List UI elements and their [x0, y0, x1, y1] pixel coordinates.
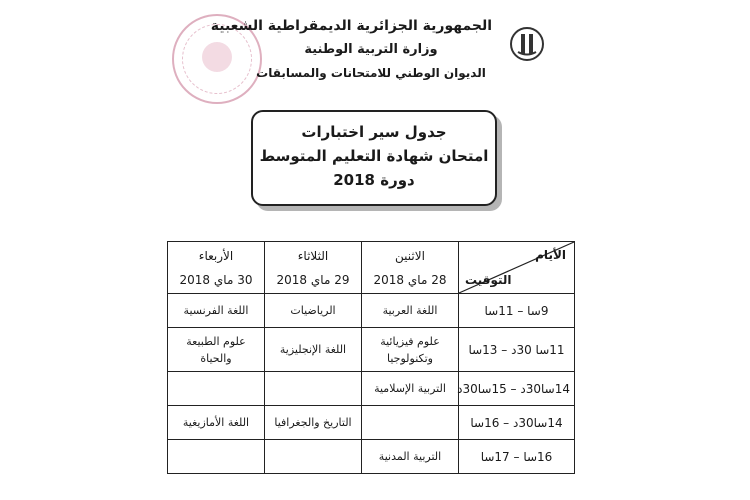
corner-time-label: التوقيت: [465, 273, 512, 287]
document-header: [210, 16, 492, 82]
corner-cell: [459, 242, 575, 294]
day-header: [362, 242, 459, 294]
title-line-3: دورة 2018: [333, 171, 415, 189]
time-slot: 14سا30د – 16سا: [459, 406, 575, 440]
table-header-row: [168, 242, 575, 294]
subject-cell: [265, 440, 362, 474]
subject-cell: علوم فيزيائية وتكنولوجيا: [362, 328, 459, 372]
subject-cell: التاريخ والجغرافيا: [265, 406, 362, 440]
ministry-heading: وزارة التربية الوطنية: [304, 42, 438, 57]
office-heading: الديوان الوطني للامتحانات والمسابقات: [256, 66, 486, 80]
subject-cell: التربية المدنية: [362, 440, 459, 474]
subject-cell: [168, 372, 265, 406]
title-line-1: جدول سير اختبارات: [301, 123, 447, 141]
subject-cell: اللغة العربية: [362, 294, 459, 328]
day-header: [265, 242, 362, 294]
day-name: الأربعاء: [198, 248, 234, 263]
subject-cell: التربية الإسلامية: [362, 372, 459, 406]
table-row: [168, 372, 575, 406]
title-box: [251, 110, 497, 206]
table-row: [168, 294, 575, 328]
day-date: 29 ماي 2018: [276, 272, 350, 287]
time-slot: 14سا30د – 15سا30د: [459, 372, 575, 406]
day-header: [168, 242, 265, 294]
subject-cell: [362, 406, 459, 440]
day-name: الثلاثاء: [297, 248, 329, 263]
subject-cell: علوم الطبيعة والحياة: [168, 328, 265, 372]
corner-days-label: الأيام: [535, 248, 566, 262]
subject-cell: اللغة الأمازيغية: [168, 406, 265, 440]
republic-heading: الجمهورية الجزائرية الديمقراطية الشعبية: [210, 18, 492, 34]
subject-cell: [168, 440, 265, 474]
table-row: [168, 440, 575, 474]
subject-cell: [265, 372, 362, 406]
title-line-2: امتحان شهادة التعليم المتوسط: [259, 147, 489, 165]
time-slot: 9سا – 11سا: [459, 294, 575, 328]
subject-cell: الرياضيات: [265, 294, 362, 328]
subject-cell: اللغة الفرنسية: [168, 294, 265, 328]
table-row: [168, 328, 575, 372]
day-name: الاثنين: [395, 248, 425, 263]
time-slot: 16سا – 17سا: [459, 440, 575, 474]
day-date: 28 ماي 2018: [373, 272, 447, 287]
exam-schedule-table: [167, 241, 575, 474]
ministry-emblem-icon: [509, 26, 545, 62]
table-row: [168, 406, 575, 440]
day-date: 30 ماي 2018: [179, 272, 253, 287]
subject-cell: اللغة الإنجليزية: [265, 328, 362, 372]
time-slot: 11سا 30د – 13سا: [459, 328, 575, 372]
